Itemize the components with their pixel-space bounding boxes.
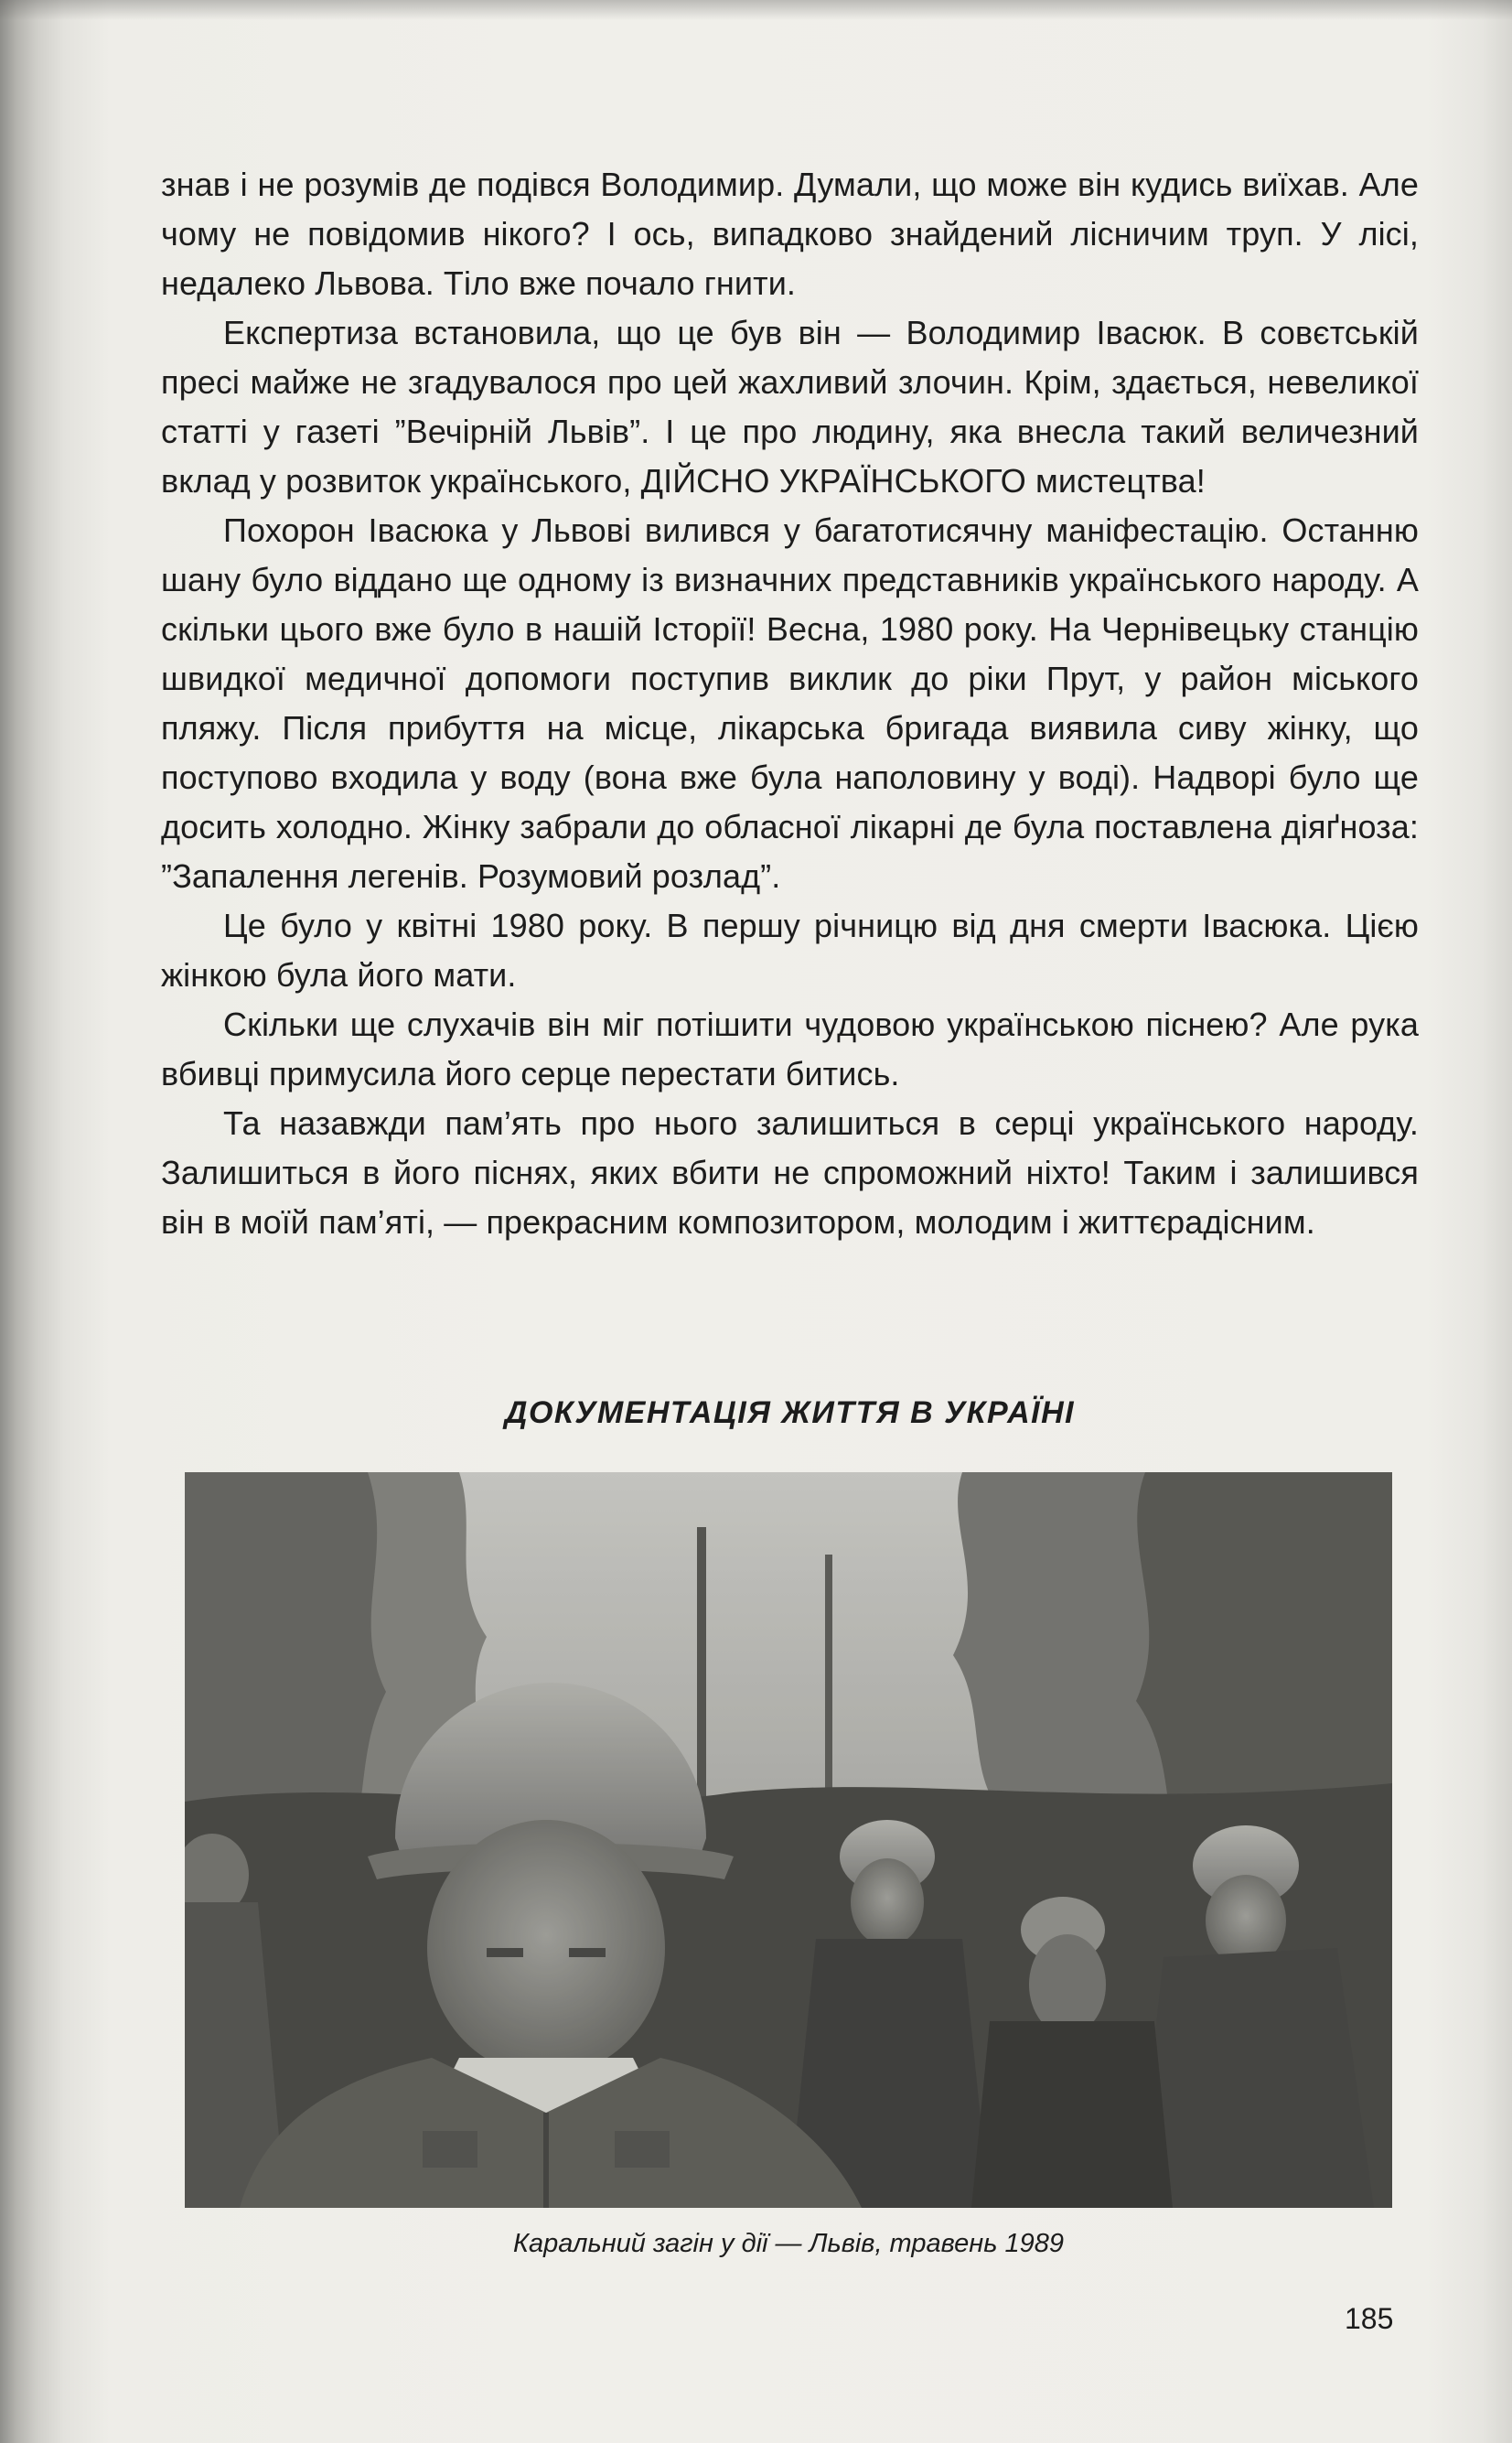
photo-illustration bbox=[185, 1472, 1392, 2208]
paragraph-2: Експертиза встановила, що це був він — Володимир Івасюк. В совєтській пресі майже не згадувалося про цей жахливий злочин. Крім, здається, невеликої статті у газеті ”Вечірній Львів”. І це про людину, яка внесла такий величезний вклад у розвиток українського, ДІЙСНО УКРАЇНСЬКОГО мистецтва! bbox=[161, 314, 1419, 500]
body-text bbox=[161, 160, 1419, 1247]
photo-caption: Каральний загін у дії — Львів, травень 1989 bbox=[512, 2229, 1065, 2258]
page-number: 185 bbox=[1345, 2302, 1394, 2335]
paragraph-6: Та назавжди пам’ять про нього залишиться в серці українського народу. Залишиться в його піснях, яких вбити не спроможний ніхто! Таким і залишився він в моїй пам’яті, — прекрасним композитором, молодим і життєрадісним. bbox=[161, 1104, 1419, 1241]
section-heading: ДОКУМЕНТАЦІЯ ЖИТТЯ В УКРАЇНІ bbox=[504, 1395, 1076, 1430]
page-top-shadow bbox=[0, 0, 1512, 20]
paragraph-5: Скільки ще слухачів він міг потішити чудовою українською піснею? Але рука вбивці примусила його серце перестати битись. bbox=[161, 1006, 1419, 1092]
paragraph-4: Це було у квітні 1980 року. В першу річницю від дня смерти Івасюка. Цією жінкою була його мати. bbox=[161, 907, 1419, 994]
photo-punitive-squad bbox=[185, 1472, 1392, 2208]
paragraph-1: знав і не розумів де подівся Володимир. Думали, що може він кудись виїхав. Але чому не повідомив нікого? І ось, випадково знайдений лісничим труп. У лісі, недалеко Львова. Тіло вже почало гнити. bbox=[161, 166, 1419, 302]
paragraph-3: Похорон Івасюка у Львові вилився у багатотисячну маніфестацію. Останню шану було віддано ще одному із визначних представників українського народу. А скільки цього вже було в нашій Історії! Весна, 1980 року. На Чернівецьку станцію швидкої медичної допомоги поступив виклик до ріки Прут, у район міського пляжу. Після прибуття на місце, лікарська бригада виявила сиву жінку, що поступово входила у воду (вона вже була наполовину у воді). Надворі було ще досить холодно. Жінку забрали до обласної лікарні де була поставлена діяґноза: ”Запалення легенів. Розумовий розлад”. bbox=[161, 511, 1419, 895]
